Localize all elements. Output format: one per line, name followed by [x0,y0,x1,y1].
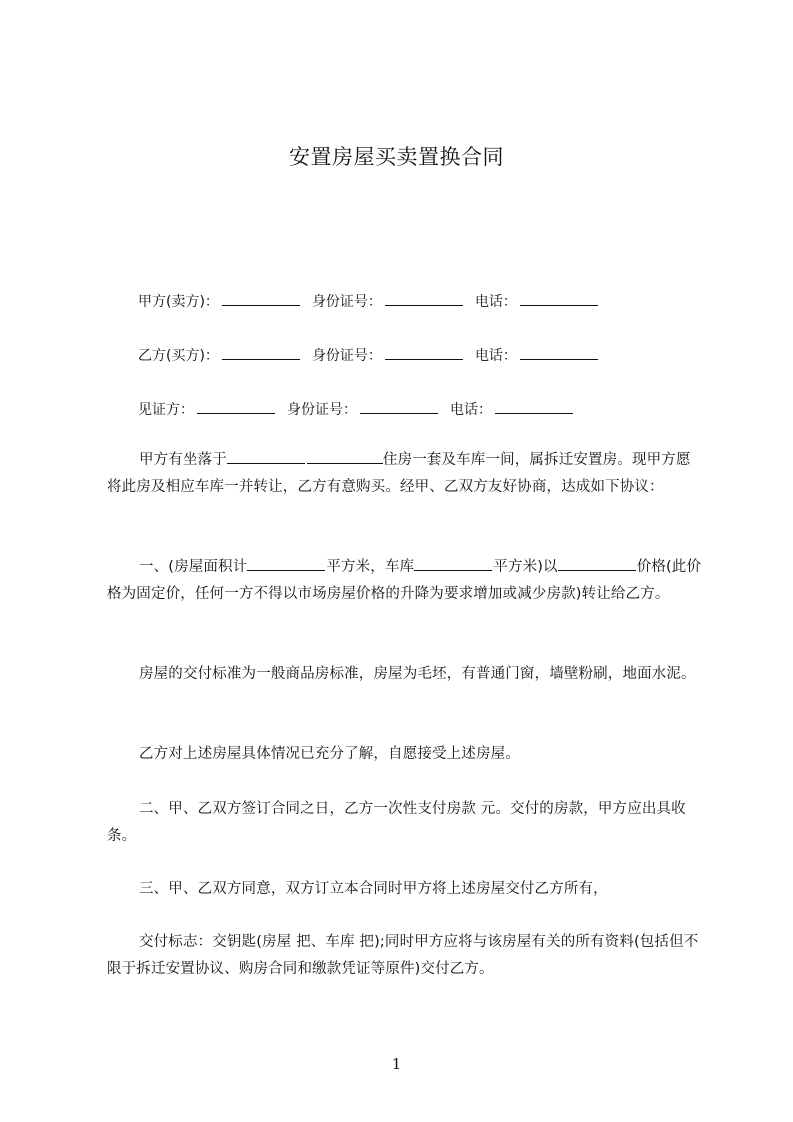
clause-2-paragraph [107,796,703,850]
document-title: 安置房屋买卖置换合同 [289,145,504,169]
clause-text: 平方米)以 [493,559,558,575]
party-role-label: 乙方(买方)： [138,348,219,364]
fill-blank [385,345,463,360]
paragraph-text: 乙方对上述房屋具体情况已充分了解，自愿接受上述房屋。 [139,746,520,762]
phone-label: 电话： [474,294,517,310]
id-number-label: 身份证号： [311,294,382,310]
fill-blank [222,291,300,306]
paragraph-text: 房屋的交付标准为一般商品房标准，房屋为毛坯，有普通门窗，墙壁粉刷，地面水泥。 [139,666,696,682]
fill-blank [307,449,383,464]
fill-blank [360,399,438,414]
fill-blank [414,556,492,571]
clause-text: 平方米，车库 [326,559,415,575]
intro-text: 住房一套及车库一间，属拆迁安置房。现甲方愿将此房及相应车库一并转让，乙方有意购买。经甲、乙双方友好协商，达成如下协议： [107,452,691,495]
party-role-label: 见证方： [138,402,194,418]
fill-blank [495,399,573,414]
party-seller-line [138,291,602,312]
party-role-label: 甲方(卖方)： [138,294,219,310]
party-witness-line [138,399,577,420]
phone-label: 电话： [474,348,517,364]
paragraph-text: 二、甲、乙双方签订合同之日，乙方一次性支付房款 元。交付的房款，甲方应出具收条。 [107,801,686,844]
fill-blank [558,556,636,571]
id-number-label: 身份证号： [311,348,382,364]
page-number: 1 [391,1055,402,1073]
phone-label: 电话： [450,402,492,418]
fill-blank [227,449,305,464]
fill-blank [222,345,300,360]
paragraph-text: 交付标志：交钥匙(房屋 把、车库 把);同时甲方应将与该房屋有关的所有资料(包括但不限于拆迁安置协议、购房合同和缴款凭证等原件)交付乙方。 [107,934,699,977]
buyer-acknowledge-paragraph [107,741,703,768]
fill-blank [197,399,275,414]
delivery-standard-paragraph [107,661,703,688]
clause-3-paragraph [107,876,703,903]
fill-blank [385,291,463,306]
paragraph-text: 三、甲、乙双方同意，双方订立本合同时甲方将上述房屋交付乙方所有， [139,881,608,897]
id-number-label: 身份证号： [287,402,357,418]
fill-blank [520,345,598,360]
handover-paragraph [107,929,703,983]
intro-text: 甲方有坐落于 [139,452,227,468]
fill-blank [247,556,325,571]
clause-text: 价格(此价格为固定价，任何一方不得以市场房屋价格的升降为要求增加或减少房款)转让给乙方。 [107,559,702,602]
fill-blank [520,291,598,306]
clause-text: 一、(房屋面积计 [139,559,248,575]
clause-1-paragraph [107,554,703,608]
intro-paragraph [107,447,703,501]
party-buyer-line [138,345,602,366]
